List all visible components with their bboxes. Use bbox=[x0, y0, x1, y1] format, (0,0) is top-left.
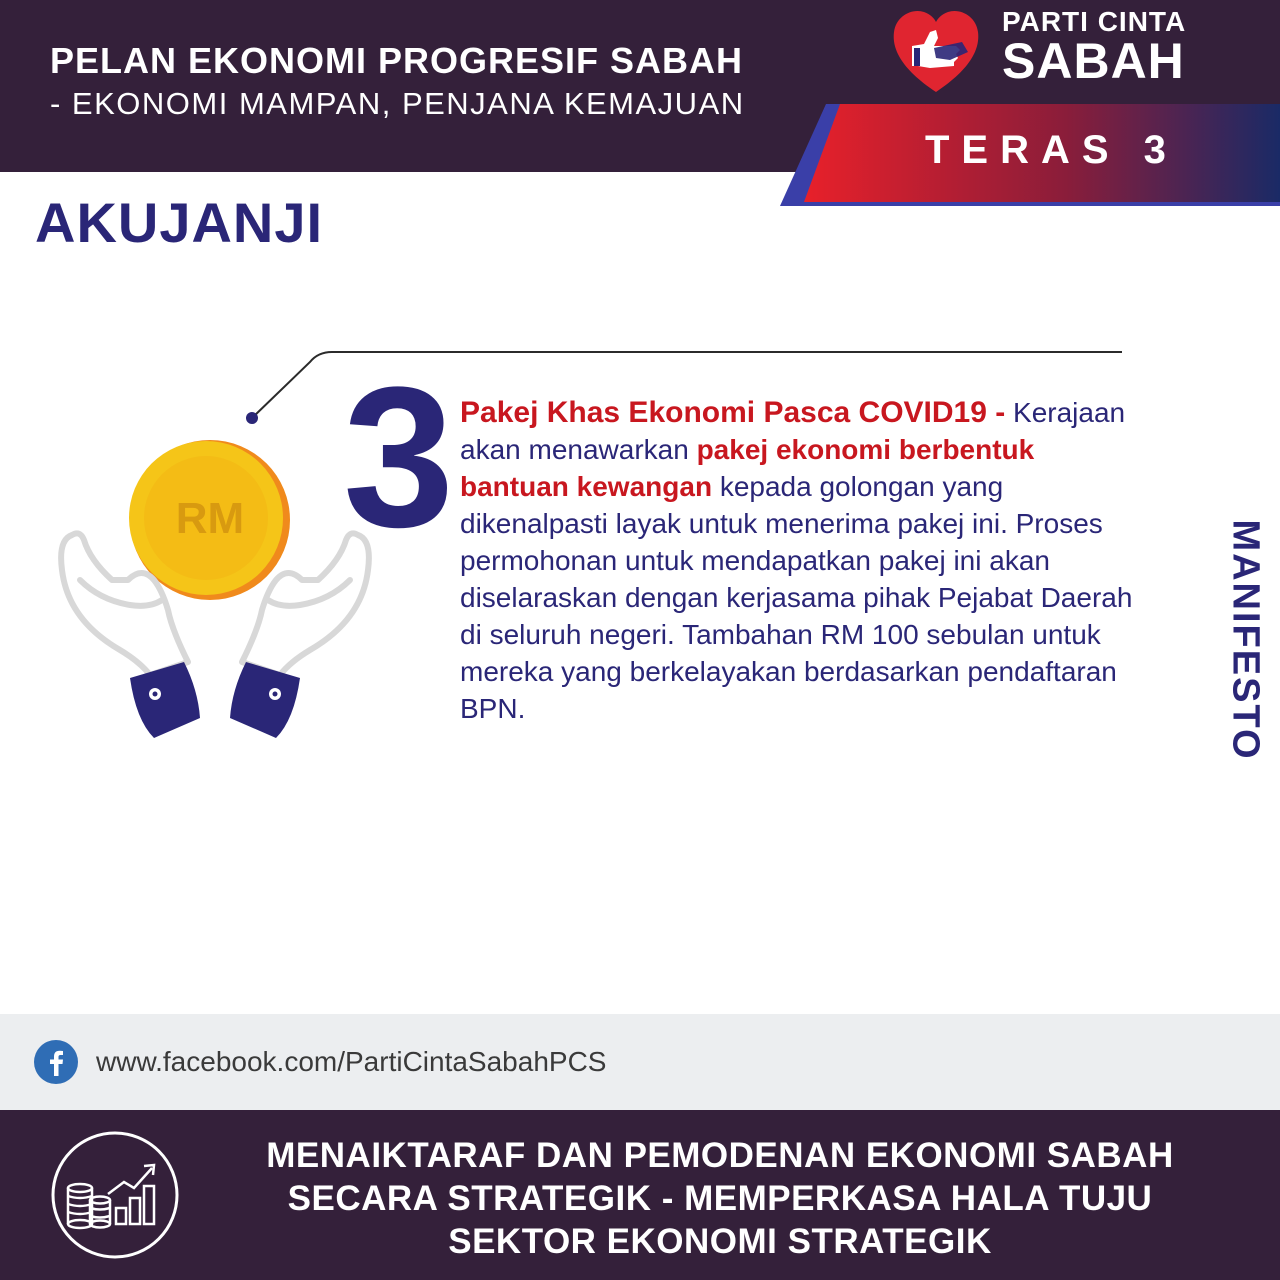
growth-chart-icon bbox=[48, 1128, 182, 1262]
heart-thumbs-up-icon bbox=[890, 8, 982, 94]
page-subtitle: - EKONOMI MAMPAN, PENJANA KEMAJUAN bbox=[50, 86, 745, 121]
side-label: MANIFESTO bbox=[1224, 519, 1267, 761]
facebook-link[interactable]: www.facebook.com/PartiCintaSabahPCS bbox=[96, 1046, 607, 1077]
item-heading: Pakej Khas Ekonomi Pasca COVID19 - bbox=[460, 396, 1006, 429]
footer-text bbox=[200, 1134, 1240, 1263]
coin-label: RM bbox=[175, 494, 245, 543]
item-number: 3 bbox=[343, 346, 455, 569]
item-text-emphasis: pakej ekonomi berbentuk bantuan kewangan bbox=[460, 434, 1035, 502]
footer-line-2: SECARA STRATEGIK - MEMPERKASA HALA TUJU bbox=[287, 1179, 1153, 1218]
item-text-intro: Kerajaan akan menawarkan bbox=[460, 397, 1126, 465]
hands-coin-illustration bbox=[50, 430, 380, 760]
footer-line-1: MENAIKTARAF DAN PEMODENAN EKONOMI SABAH bbox=[266, 1136, 1174, 1175]
logo-text-main: SABAH bbox=[1002, 33, 1185, 89]
logo-text-top: PARTI CINTA bbox=[1002, 6, 1187, 37]
page-title: PELAN EKONOMI PROGRESIF SABAH bbox=[50, 40, 744, 81]
item-body bbox=[460, 394, 1140, 727]
section-heading: AKUJANJI bbox=[35, 191, 324, 254]
item-text-rest: kepada golongan yang dikenalpasti layak untuk menerima pakej ini. Proses permohonan untuk mendapatkan pakej ini akan diselaraskan dengan kerjasama pihak Pejabat Daerah di seluruh negeri. Tambahan RM 100 sebulan untuk mereka yang berkelayakan berdasarkan pendaftaran BPN. bbox=[460, 471, 1133, 724]
facebook-icon[interactable] bbox=[34, 1040, 78, 1084]
footer-line-3: SEKTOR EKONOMI STRATEGIK bbox=[448, 1222, 992, 1261]
teras-label: TERAS 3 bbox=[925, 128, 1178, 172]
